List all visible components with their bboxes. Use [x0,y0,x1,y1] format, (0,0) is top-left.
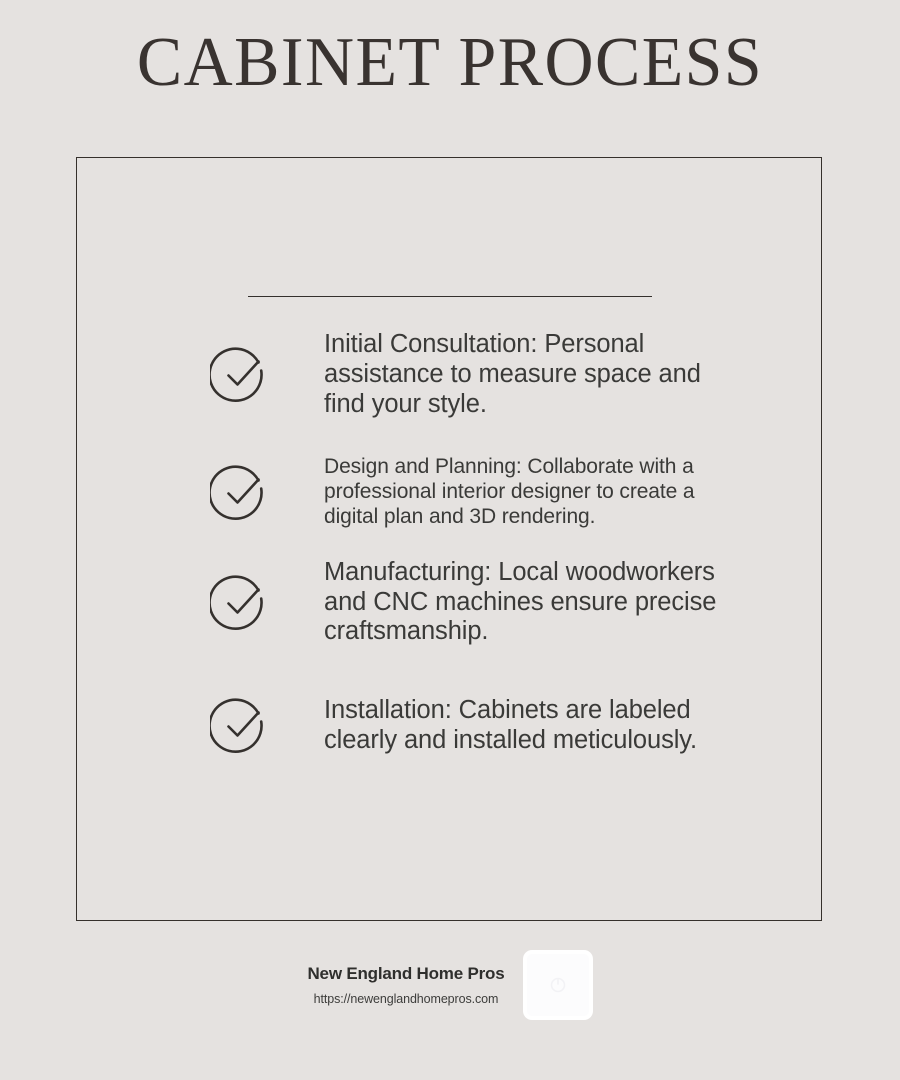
footer-branding [307,963,504,1007]
list-item [210,558,750,647]
divider-rule [248,296,652,297]
list-item-label: Manufacturing: Local woodworkers and CNC machines ensure precise craftsmanship. [324,557,717,646]
page-title: CABINET PROCESS [136,24,764,101]
list-item-label: Initial Consultation: Personal assistance to measure space and find your style. [324,330,701,418]
brand-url[interactable]: https://newenglandhomepros.com [313,992,499,1007]
page-title-container [0,24,900,101]
list-item-label: Installation: Cabinets are labeled clearly and installed meticulously. [324,696,698,755]
check-circle-icon [210,462,272,524]
brand-name: New England Home Pros [307,963,505,983]
logo-placeholder [523,950,593,1020]
check-circle-icon [210,344,272,406]
footer [0,950,900,1020]
process-steps-list [210,330,750,757]
list-item-label: Design and Planning: Collaborate with a professional interior designer to create a digital plan and 3D rendering. [324,455,695,529]
list-item [210,330,750,419]
check-circle-icon [210,572,272,634]
list-item [210,695,750,757]
list-item [210,455,750,529]
check-circle-icon [210,695,272,757]
image-placeholder-icon [547,974,569,996]
